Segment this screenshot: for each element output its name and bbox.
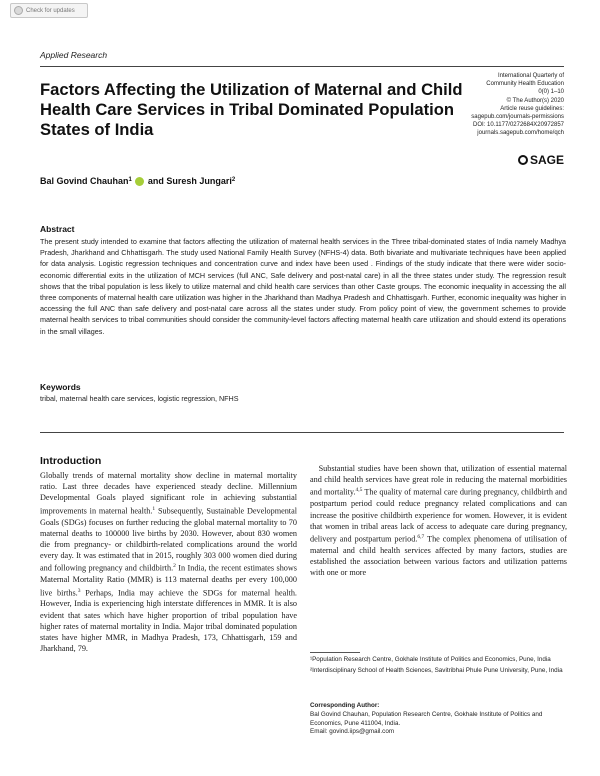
author-name-2[interactable]: Suresh Jungari [166, 176, 232, 186]
article-type-label: Applied Research [40, 50, 108, 60]
author-affiliation-2: 2 [231, 177, 236, 183]
journal-name-line-2: Community Health Education [486, 81, 564, 88]
header-divider [40, 66, 564, 67]
intro-text-segment: The complex phenomena of utilisation of maternal and child health services affected by many factors, studies are established the association between various factors and utilization patterns with one or more [310, 534, 567, 578]
copyright-line: © The Author(s) 2020 [506, 97, 564, 104]
affiliation-1: ¹Population Research Centre, Gokhale Institute of Politics and Economics, Pune, India [310, 656, 551, 663]
intro-text-segment: Perhaps, India may achieve the SDGs for maternal health. However, India is experiencing high interstate differences in MMR. It is also evident that sates which have higher proportion of tribal population have higher rates of maternal mortality in India. Major tribal dominated population states have higher MMR, in Madhya Pradesh, 173, Chhattisgarh, 159 and Jharkhand, 79. [40, 588, 297, 654]
affiliations [310, 656, 566, 678]
intro-text-segment: The quality of maternal care during pregnancy, childbirth and postpartum period could reduce pregnancy related complications and can increase the positive childbirth experience for women. However, it is evident that women in tribal areas lack of access to adequate care during pregnancy, delivery and postpartum period. [310, 488, 567, 544]
citation-ref[interactable]: 2 [173, 563, 176, 570]
corresponding-author [310, 702, 566, 737]
orcid-icon[interactable] [135, 177, 144, 186]
journal-metadata [429, 72, 564, 138]
footnote-divider [310, 652, 360, 653]
article-title: Factors Affecting the Utilization of Maternal and Child Health Care Services in Tribal Dominated Population States of India [40, 80, 463, 139]
keywords-heading: Keywords [40, 382, 81, 392]
intro-text-segment: In India, the recent estimates shows Maternal Mortality Ratio (MMR) is 113 maternal deaths per every 100,000 live births. [40, 564, 297, 598]
citation-ref[interactable]: 4,5 [355, 487, 363, 494]
check-updates-icon [14, 6, 23, 15]
introduction-column-right [310, 463, 567, 579]
author-list [40, 176, 235, 186]
sage-logo-icon [518, 155, 528, 165]
intro-text-segment: Subsequently, Sustainable Developmental Goals (SDGs) focuses on further reducing the global maternal mortality to 70 maternal deaths to 100000 live births by 2030. However, about 830 women die from pregnancy- or childbirth-related complications around the world every day. It was estimated that in 2015, roughly 303 000 women died during and following pregnancy and childbirth. [40, 506, 297, 574]
citation-ref[interactable]: 3 [77, 587, 81, 594]
section-divider [40, 432, 564, 433]
publisher-logo [518, 153, 564, 167]
abstract-text: The present study intended to examine that factors affecting the utilization of maternal health services in the Three tribal-dominated states of India namely Madhya Pradesh, Jharkhand and Chhattisgarh. The study used National Family Health Survey (NFHS-4) data. Both bivariate and multivariate techniques have been applied for data analysis. Logistic regression techniques and concentration curve and index have been used . Findings of the study indicate that there were wider socio-economic differential exits in the utilization of MCH services (full ANC, Safe delivery and post-natal care) in all the three states under study. The regression result shows that the tribal population is less likely to utilize maternal and child health care services than other Caste groups. The economic inequality in accessing the all three components of maternal health care utilization was higher in the Jharkhand than Madhya Pradesh and Chhattisgarh. Further, economic inequality was higher in accessing the full ANC than safe delivery and post-natal care across all the states under study. From policy point of view, the government schemes to provide maternal health services to tribal communities should consider the community-level factors affecting maternal health care utilization and should extend its operations in the small villages. [40, 237, 566, 336]
citation-ref[interactable]: 1 [152, 505, 156, 512]
abstract-heading: Abstract [40, 224, 75, 234]
check-for-updates-badge[interactable] [10, 3, 88, 18]
permissions-link[interactable]: sagepub.com/journals-permissions [471, 114, 564, 121]
citation-ref[interactable]: 6,7 [417, 533, 425, 540]
journal-home-link[interactable]: journals.sagepub.com/home/qch [477, 130, 564, 137]
corresponding-author-email[interactable]: Email: govind.iips@gmail.com [310, 728, 395, 736]
author-name-1[interactable]: Bal Govind Chauhan [40, 176, 129, 186]
corresponding-author-heading: Corresponding Author: [310, 702, 380, 709]
intro-text-segment: Globally trends of maternal mortality show decline in maternal mortality ratio. Last three decades have experienced steady decline. Millennium Developmental Goals played significant role in achieving substantial improvements in maternal health. [40, 471, 297, 516]
author-affiliation-1: 1 [128, 177, 132, 183]
introduction-heading: Introduction [40, 455, 102, 467]
keywords-text: tribal, maternal health care services, logistic regression, NFHS [40, 394, 239, 403]
affiliation-2: ²Interdisciplinary School of Health Sciences, Savitribhai Phule Pune University, Pune, India [310, 666, 563, 674]
introduction-column-left [40, 470, 297, 654]
journal-volume: 0(0) 1–10 [538, 89, 564, 96]
author-connector: and [147, 176, 164, 186]
intro-text-segment: Substantial studies have been shown that, utilization of essential maternal and child health services have great role in reducing the maternal morbidities and mortality. [310, 464, 568, 498]
corresponding-author-address: Bal Govind Chauhan, Population Research Centre, Gokhale Institute of Politics and Economics, Pune 411004, India. [310, 710, 543, 727]
journal-name-line-1: International Quarterly of [497, 73, 564, 79]
check-updates-label: Check for updates [26, 7, 75, 14]
reuse-guidelines-label: Article reuse guidelines: [500, 105, 564, 112]
publisher-name: SAGE [529, 153, 564, 167]
doi-link[interactable]: DOI: 10.1177/0272684X20972857 [473, 122, 564, 129]
